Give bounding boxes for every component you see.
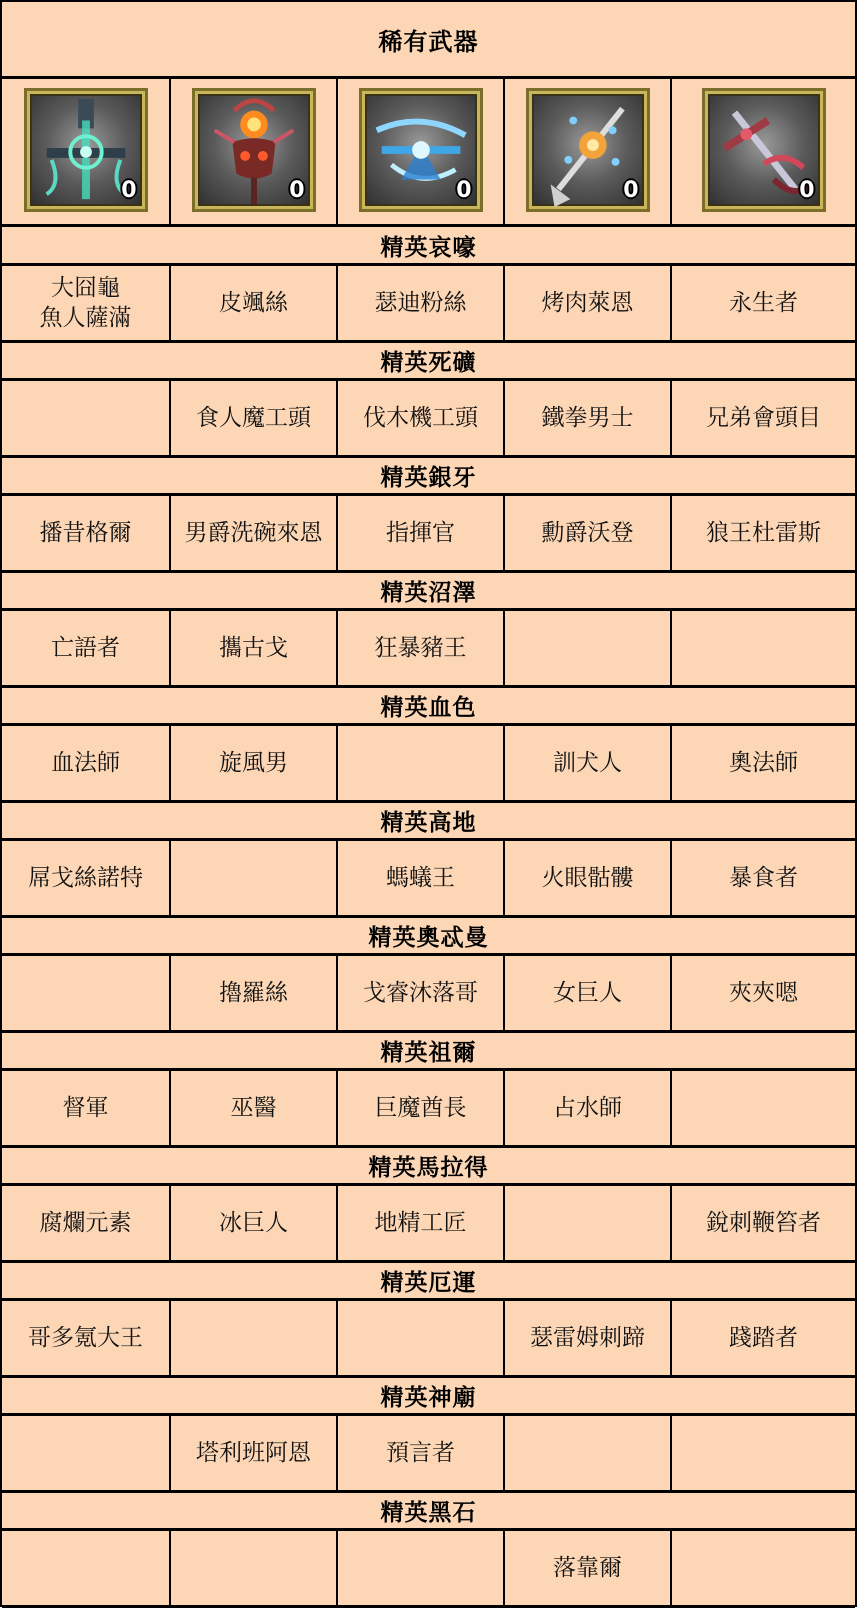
spiked-polearm-icon xyxy=(526,88,650,212)
section-header: 精英神廟 xyxy=(2,1377,855,1416)
dungeon-section xyxy=(2,1262,855,1378)
boss-cell: 指揮官 xyxy=(336,496,503,570)
boss-cell: 奧法師 xyxy=(670,726,855,800)
dungeon-section xyxy=(2,1377,855,1493)
boss-cell xyxy=(169,841,336,915)
boss-cell: 地精工匠 xyxy=(336,1186,503,1260)
boss-cell: 冰巨人 xyxy=(169,1186,336,1260)
section-header: 精英奧忒曼 xyxy=(2,917,855,956)
section-header: 精英血色 xyxy=(2,687,855,726)
dungeon-section xyxy=(2,457,855,573)
flaming-skull-staff-icon xyxy=(192,88,316,212)
weapon-count: 0 xyxy=(121,178,137,203)
boss-row xyxy=(2,611,855,688)
section-header: 精英高地 xyxy=(2,802,855,841)
boss-cell xyxy=(336,1531,503,1605)
boss-cell xyxy=(503,1186,670,1260)
section-header: 精英祖爾 xyxy=(2,1032,855,1071)
weapon-count: 0 xyxy=(623,178,639,203)
section-header: 精英沼澤 xyxy=(2,572,855,611)
boss-cell: 女巨人 xyxy=(503,956,670,1030)
boss-cell: 狂暴豬王 xyxy=(336,611,503,685)
boss-cell: 狼王杜雷斯 xyxy=(670,496,855,570)
weapon-cell xyxy=(670,76,855,224)
crimson-dagger-icon xyxy=(702,88,826,212)
weapon-cell xyxy=(2,76,169,224)
boss-cell xyxy=(670,1071,855,1145)
boss-cell: 巫醫 xyxy=(169,1071,336,1145)
boss-row xyxy=(2,266,855,343)
dungeon-section xyxy=(2,1032,855,1148)
dungeon-section xyxy=(2,342,855,458)
boss-cell xyxy=(670,1416,855,1490)
boss-cell xyxy=(670,1531,855,1605)
weapon-count: 0 xyxy=(799,178,815,203)
boss-cell: 兄弟會頭目 xyxy=(670,381,855,455)
weapon-count: 0 xyxy=(289,178,305,203)
glowing-cross-sword-icon xyxy=(24,88,148,212)
boss-cell: 火眼骷髏 xyxy=(503,841,670,915)
boss-row xyxy=(2,1071,855,1148)
section-header: 精英厄運 xyxy=(2,1262,855,1301)
boss-cell xyxy=(2,381,169,455)
boss-cell xyxy=(503,1416,670,1490)
boss-cell xyxy=(336,1301,503,1375)
boss-cell: 銳刺鞭笞者 xyxy=(670,1186,855,1260)
boss-row xyxy=(2,1416,855,1493)
boss-cell: 夾夾嗯 xyxy=(670,956,855,1030)
boss-cell: 踐踏者 xyxy=(670,1301,855,1375)
weapon-cell xyxy=(336,76,503,224)
boss-cell: 塔利班阿恩 xyxy=(169,1416,336,1490)
boss-cell xyxy=(670,611,855,685)
boss-cell xyxy=(2,956,169,1030)
boss-cell: 伐木機工頭 xyxy=(336,381,503,455)
boss-cell: 落靠爾 xyxy=(503,1531,670,1605)
boss-cell: 瑟迪粉絲 xyxy=(336,266,503,340)
boss-cell xyxy=(2,1531,169,1605)
boss-cell: 攜古戈 xyxy=(169,611,336,685)
boss-cell: 哥多氪大王 xyxy=(28,1325,143,1351)
boss-cell: 鐵拳男士 xyxy=(503,381,670,455)
boss-row xyxy=(2,726,855,803)
weapon-cell xyxy=(169,76,336,224)
boss-cell: 皮颯絲 xyxy=(169,266,336,340)
boss-row xyxy=(2,956,855,1033)
weapon-count: 0 xyxy=(456,178,472,203)
boss-cell: 勳爵沃登 xyxy=(503,496,670,570)
section-header: 精英馬拉得 xyxy=(2,1147,855,1186)
table-title: 稀有武器 xyxy=(2,2,855,79)
boss-cell xyxy=(503,611,670,685)
boss-cell: 男爵洗碗來恩 xyxy=(169,496,336,570)
boss-row xyxy=(2,381,855,458)
boss-cell xyxy=(336,726,503,800)
section-header: 精英銀牙 xyxy=(2,457,855,496)
boss-cell: 永生者 xyxy=(670,266,855,340)
boss-cell: 烤肉萊恩 xyxy=(503,266,670,340)
boss-cell: 瑟雷姆刺蹄 xyxy=(503,1301,670,1375)
section-header: 精英死礦 xyxy=(2,342,855,381)
boss-cell xyxy=(2,1416,169,1490)
dungeon-section xyxy=(2,572,855,688)
boss-cell: 暴食者 xyxy=(670,841,855,915)
boss-cell: 血法師 xyxy=(51,750,120,776)
boss-cell: 大囧龜 魚人薩滿 xyxy=(39,275,132,331)
dungeon-section xyxy=(2,917,855,1033)
boss-row xyxy=(2,841,855,918)
boss-cell: 預言者 xyxy=(336,1416,503,1490)
dungeon-section xyxy=(2,802,855,918)
boss-cell: 螞蟻王 xyxy=(336,841,503,915)
boss-row xyxy=(2,1301,855,1378)
weapon-icon-row xyxy=(2,76,855,227)
boss-row xyxy=(2,1531,855,1608)
boss-cell xyxy=(169,1531,336,1605)
blue-frost-crossbow-icon xyxy=(359,88,483,212)
dungeon-section xyxy=(2,1492,855,1608)
boss-cell: 屌戈絲諾特 xyxy=(28,865,143,891)
boss-cell xyxy=(169,1301,336,1375)
boss-cell: 巨魔酋長 xyxy=(336,1071,503,1145)
dungeon-section xyxy=(2,227,855,343)
boss-cell: 督軍 xyxy=(62,1095,109,1121)
boss-cell: 訓犬人 xyxy=(503,726,670,800)
boss-cell: 占水師 xyxy=(503,1071,670,1145)
boss-cell: 食人魔工頭 xyxy=(169,381,336,455)
boss-cell: 亡語者 xyxy=(51,635,120,661)
weapon-cell xyxy=(503,76,670,224)
boss-cell: 播昔格爾 xyxy=(39,520,132,546)
boss-cell: 腐爛元素 xyxy=(39,1210,132,1236)
boss-row xyxy=(2,1186,855,1263)
boss-cell: 戈睿沐落哥 xyxy=(336,956,503,1030)
boss-cell: 旋風男 xyxy=(169,726,336,800)
dungeon-section xyxy=(2,1147,855,1263)
section-header: 精英黑石 xyxy=(2,1492,855,1531)
boss-row xyxy=(2,496,855,573)
dungeon-section xyxy=(2,687,855,803)
section-header: 精英哀嚎 xyxy=(2,227,855,266)
boss-cell: 擼羅絲 xyxy=(169,956,336,1030)
